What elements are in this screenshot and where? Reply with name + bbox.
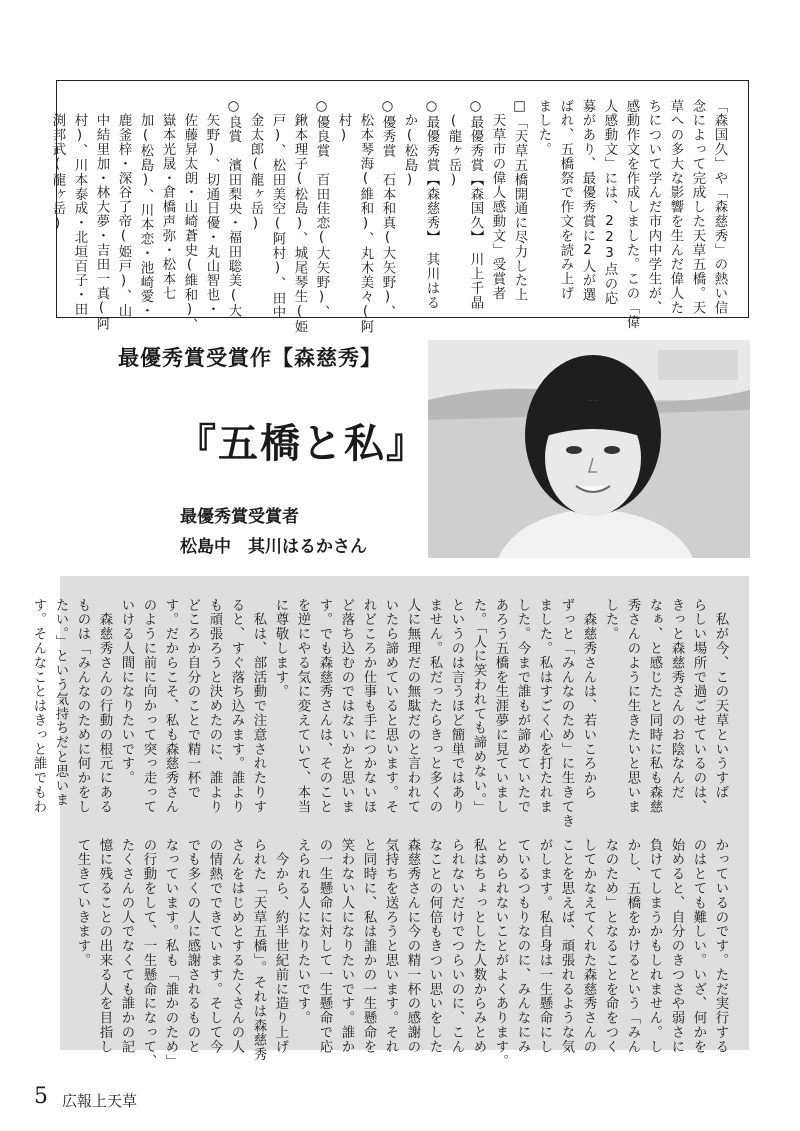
essay-line: 私はちょっとした人数からみとめ <box>471 838 486 1054</box>
essay-line: した。 <box>603 598 618 642</box>
intro-line: ちについて学んだ市内中学生が、 <box>646 99 661 315</box>
award-line: (龍ヶ岳) <box>446 99 461 189</box>
award-summary-box <box>50 80 749 335</box>
essay-line: て生きていきます。 <box>75 838 90 968</box>
award-line: ○優秀賞 石本和真(大矢野)、 <box>380 99 395 320</box>
essay-line: たい。」という気持ちだと思いま <box>53 598 68 808</box>
award-line: 鹿釜梓・深谷了帝(姫戸)、山 <box>116 99 131 319</box>
essay-line: 憶に残ることの出来る人を目指し <box>97 838 112 1054</box>
essay-line: でも多くの人に感謝されるものと <box>185 838 200 1054</box>
essay-line: に尊敬します。 <box>273 598 288 699</box>
essay-line: さんをはじめとするたくさんの人 <box>229 838 244 1054</box>
essay-lower-block <box>71 838 731 1069</box>
essay-line: の行動をして、一生懸命になって、 <box>141 838 156 1069</box>
essay-line: 始めると、自分のきつさや弱さに <box>669 838 684 1054</box>
essay-line: した。今まで誰もが諦めていたで <box>515 598 530 814</box>
essay-line: 森慈秀さんは、若いころから <box>581 598 596 800</box>
essay-line: 人に無理だの無駄だのと言われて <box>405 598 420 814</box>
essay-line: いたら諦めていると思います。そ <box>383 598 398 814</box>
award-heading: 最優秀賞受賞作【森慈秀】 <box>118 346 382 370</box>
essay-body <box>31 576 749 1069</box>
award-line: ○良賞 濱田梨央・福田聡美(大 <box>226 99 241 319</box>
award-list <box>46 99 530 335</box>
award-line: 加(松島)、川本恋・池崎愛・ <box>138 99 153 319</box>
essay-line: らしい場所で過ごせているのは、 <box>691 598 706 814</box>
essay-line: ると、すぐ落ち込みます。誰より <box>229 598 244 814</box>
essay-line: ことを思えば、頑張れるような気 <box>559 838 574 1054</box>
intro-line: ました。 <box>536 99 551 157</box>
award-line: 村) <box>336 99 351 144</box>
essay-line: ません。私だったらきっと多くの <box>427 598 442 814</box>
essay-line: す。でも森慈秀さんは、そのこと <box>317 598 332 814</box>
author-name: 松島中 其川はるかさん <box>180 537 367 557</box>
award-line: か(松島) <box>402 99 417 189</box>
essay-line: ているつもりなのに、みんなにみ <box>515 838 530 1054</box>
essay-line: 今から、約半世紀前に造り上げ <box>273 838 288 1054</box>
essay-line: ました。私はすごく心を打たれま <box>537 598 552 814</box>
award-line: □「天草五橋開通に尽力した上 <box>512 99 527 303</box>
award-line: ○優良賞 百田佳恋(大矢野)、 <box>314 99 329 320</box>
essay-line: かし、五橋をかけるという「みん <box>625 838 640 1054</box>
essay-upper-block <box>27 598 731 828</box>
essay-line: たくさんの人でなくても誰かの記 <box>119 838 134 1054</box>
essay-title: 『五橋と私』 <box>176 421 428 467</box>
award-line: ○最優秀賞【森国久】 川上千晶 <box>468 99 483 310</box>
essay-line: す。だからこそ、私も森慈秀さん <box>163 598 178 814</box>
intro-line: ばれ、五橋祭で作文を読み上げ <box>558 99 573 301</box>
author-label: 最優秀賞受賞者 <box>180 507 299 527</box>
essay-line: れどころか仕事も手につかないほ <box>361 598 376 814</box>
essay-line: とめられないことがよくあります。 <box>493 838 508 1069</box>
publication-name: 広報上天草 <box>62 1092 138 1110</box>
author-photo <box>428 340 750 558</box>
essay-line: というのは言うほど簡単ではあり <box>449 598 464 814</box>
essay-line: 私は、部活動で注意されたりす <box>251 598 266 814</box>
intro-line: 募があり、最優秀賞に2人が選 <box>580 99 595 303</box>
award-line: 渕邦武(龍ヶ岳) <box>50 99 65 232</box>
essay-line: 森慈秀さんの行動の根元にある <box>97 598 112 814</box>
essay-line: がします。私自身は一生懸命にし <box>537 838 552 1054</box>
essay-line: 負けてしまうかもしれません。し <box>647 838 662 1054</box>
essay-line: 笑わない人になりたいです。誰か <box>339 838 354 1054</box>
essay-line: ど落ち込むのではないかと思いま <box>339 598 354 814</box>
award-line: 金太郎(龍ヶ岳) <box>248 99 263 232</box>
intro-line: 感動作文を作成しました。この「偉 <box>624 99 639 330</box>
essay-line: なことの何倍もきつい思いをした <box>427 838 442 1054</box>
award-line: 天草市の偉人感動文」受賞者 <box>490 99 505 301</box>
essay-line: 森慈秀さんに今の精一杯の感謝の <box>405 838 420 1054</box>
essay-line: えられる人になりたいです。 <box>295 838 310 1026</box>
essay-line: の一生懸命に対して一生懸命で応 <box>317 838 332 1054</box>
essay-line: た。「人に笑われても諦めない。」 <box>471 598 486 815</box>
intro-line: 「森国久」や「森慈秀」の熱い信 <box>712 99 727 315</box>
essay-line: も頑張ろうと決めたのに、誰より <box>207 598 222 814</box>
intro-line: 念によって完成した天草五橋。天 <box>690 99 705 315</box>
essay-line: を逆にやる気に変えていて、本当 <box>295 598 310 814</box>
award-line: 佐藤昇太朗・山崎蒼史(維和)、 <box>182 99 197 333</box>
award-line: 中結里加・林大夢・吉田一真(阿 <box>94 99 109 331</box>
essay-line: かっているのです。ただ実行する <box>713 838 728 1054</box>
intro-line: 人感動文」には、223点の応 <box>602 99 617 306</box>
essay-line: のように前に向かって突っ走って <box>141 598 156 814</box>
essay-line: なっています。私も「誰かのため」 <box>163 838 178 1069</box>
essay-line: ずっと「みんなのため」に生きてき <box>559 598 574 829</box>
award-line: 鍬本理子(松島)、城尾琴生(姫 <box>292 99 307 335</box>
essay-line: 気持ちを送ろうと思います。それ <box>383 838 398 1054</box>
award-line: 矢野)、切通日優・丸山智也・ <box>204 99 219 317</box>
award-line: 村)、川本泰成・北垣百子・田 <box>72 99 87 317</box>
essay-line: なのため」となることを命をつく <box>603 838 618 1054</box>
essay-line: いける人間になりたいです。 <box>119 598 134 786</box>
essay-line: られないだけでつらいのに、こん <box>449 838 464 1054</box>
award-line: 戸)、松田美空(阿村)、田中 <box>270 99 285 320</box>
essay-line: の情熱でできています。そして今 <box>207 838 222 1054</box>
essay-line: どころか自分のことで精一杯で <box>185 598 200 800</box>
essay-line: 秀さんのように生きたいと思いま <box>625 598 640 814</box>
essay-line: してかなえてくれた森慈秀さんの <box>581 838 596 1054</box>
essay-line: られた「天草五橋」。それは森慈秀 <box>251 838 266 1062</box>
portrait-image <box>428 340 750 558</box>
essay-line: と同時に、私は誰かの一生懸命を <box>361 838 376 1054</box>
essay-line: 私が今、この天草というすば <box>713 598 728 800</box>
essay-line: あろう五橋を生涯夢に見ていまし <box>493 598 508 814</box>
award-line: 松本琴海(維和)、丸木美々(阿 <box>358 99 373 335</box>
page-number: 5 <box>34 1084 48 1109</box>
essay-line: ものは「みんなのために何かをし <box>75 598 90 814</box>
essay-line: す。そんなことはきっと誰でもわ <box>31 598 46 814</box>
award-line: ○最優秀賞【森慈秀】 其川はる <box>424 99 439 310</box>
essay-line: なぁ、と感じたと同時に私も森慈 <box>647 598 662 814</box>
intro-text <box>532 99 730 330</box>
intro-line: 草への多大な影響を生んだ偉人た <box>668 99 683 315</box>
essay-line: きっと森慈秀さんのお陰なんだ <box>669 598 684 800</box>
essay-line: のはとても難しい。いざ、何かを <box>691 838 706 1054</box>
award-line: 嶽本光晟・倉橋声弥・松本七 <box>160 99 175 301</box>
